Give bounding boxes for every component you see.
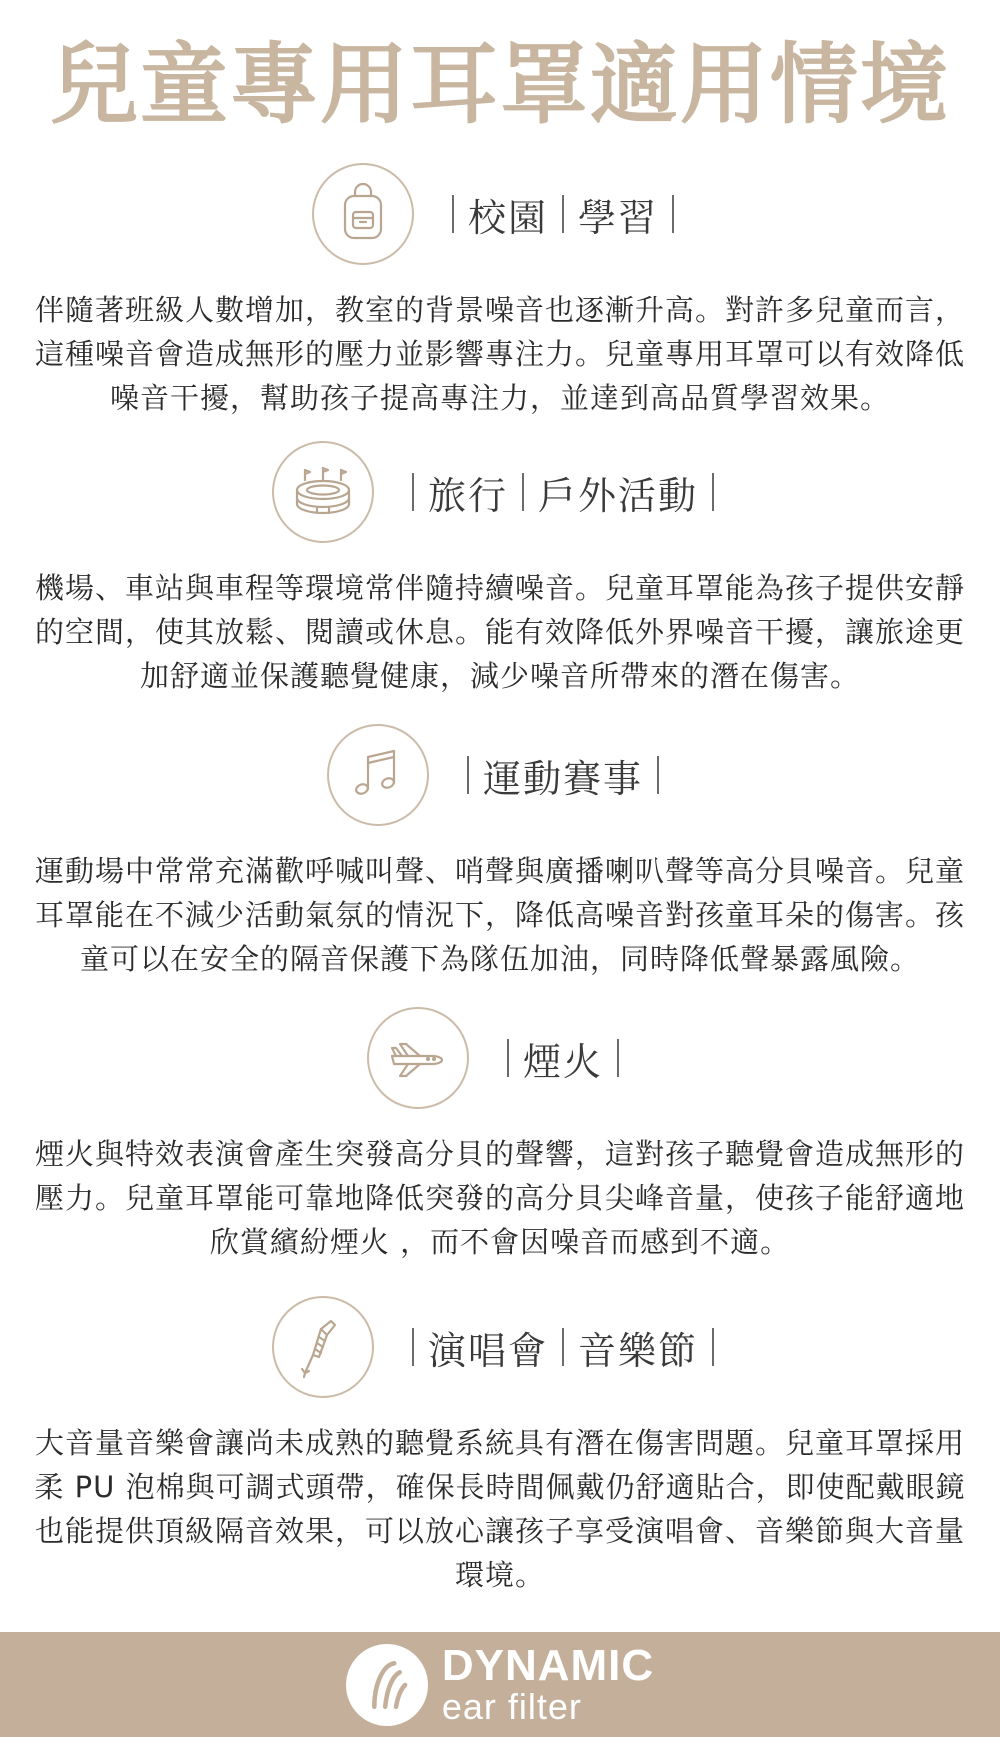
section-header	[0, 1006, 1000, 1110]
stadium-icon	[272, 441, 374, 543]
section-title-part: 校園	[467, 195, 548, 240]
section-title-part: 音樂節	[578, 1328, 699, 1373]
section-title-part: 旅行	[427, 473, 508, 518]
section-title-part: 學習	[578, 195, 659, 240]
firework-rocket-icon	[272, 1296, 374, 1398]
backpack-icon	[312, 163, 414, 265]
music-note-icon	[327, 724, 429, 826]
section-sports	[0, 723, 1000, 981]
section-title	[493, 1031, 633, 1086]
section-description: 機場、車站與車程等環境常伴隨持續噪音。兒童耳罩能為孩子提供安靜的空間，使其放鬆、閱讀或休息。能有效降低外界噪音干擾，讓旅途更加舒適並保護聽覺健康，減少噪音所帶來的潛在傷害。	[34, 571, 965, 693]
brand-logo	[346, 1640, 655, 1727]
section-header	[0, 723, 1000, 827]
section-title	[398, 1320, 728, 1375]
section-title-part: 戶外活動	[538, 473, 699, 518]
brand-name: DYNAMIC	[441, 1640, 655, 1690]
section-description: 伴隨著班級人數增加，教室的背景噪音也逐漸升高。對許多兒童而言，這種噪音會造成無形的壓力並影響專注力。兒童專用耳罩可以有效降低噪音干擾，幫助孩子提高專注力，並達到高品質學習效果。	[34, 293, 965, 415]
section-title-part: 運動賽事	[482, 756, 643, 801]
footer-banner	[0, 1632, 1000, 1737]
page-title: 兒童專用耳罩適用情境	[49, 33, 950, 136]
section-title	[453, 748, 673, 803]
section-travel	[0, 440, 1000, 698]
section-header	[0, 162, 1000, 266]
section-description: 運動場中常常充滿歡呼喊叫聲、哨聲與廣播喇叭聲等高分貝噪音。兒童耳罩能在不減少活動氣氛的情況下，降低高噪音對孩童耳朵的傷害。孩童可以在安全的隔音保護下為隊伍加油，同時降低聲暴露風險。	[34, 854, 965, 976]
airplane-icon	[367, 1007, 469, 1109]
brand-subtitle: ear filter	[441, 1685, 582, 1727]
section-title	[398, 465, 728, 520]
section-header	[0, 440, 1000, 544]
section-description: 大音量音樂會讓尚未成熟的聽覺系統具有潛在傷害問題。兒童耳罩採用柔 PU 泡棉與可調式頭帶，確保長時間佩戴仍舒適貼合，即使配戴眼鏡也能提供頂級隔音效果，可以放心讓孩子享受演唱會、音樂節與大音量環境。	[34, 1426, 966, 1592]
section-title	[438, 187, 688, 242]
section-title-part: 演唱會	[427, 1328, 548, 1373]
section-title-part: 煙火	[522, 1039, 603, 1084]
section-fireworks	[0, 1006, 1000, 1264]
section-description: 煙火與特效表演會產生突發高分貝的聲響，這對孩子聽覺會造成無形的壓力。兒童耳罩能可靠地降低突發的高分貝尖峰音量，使孩子能舒適地欣賞繽紛煙火 ，而不會因噪音而感到不適。	[34, 1137, 965, 1259]
section-school	[0, 162, 1000, 420]
ear-logo-icon	[346, 1644, 428, 1726]
section-header	[0, 1295, 1000, 1399]
section-concert	[0, 1295, 1000, 1597]
